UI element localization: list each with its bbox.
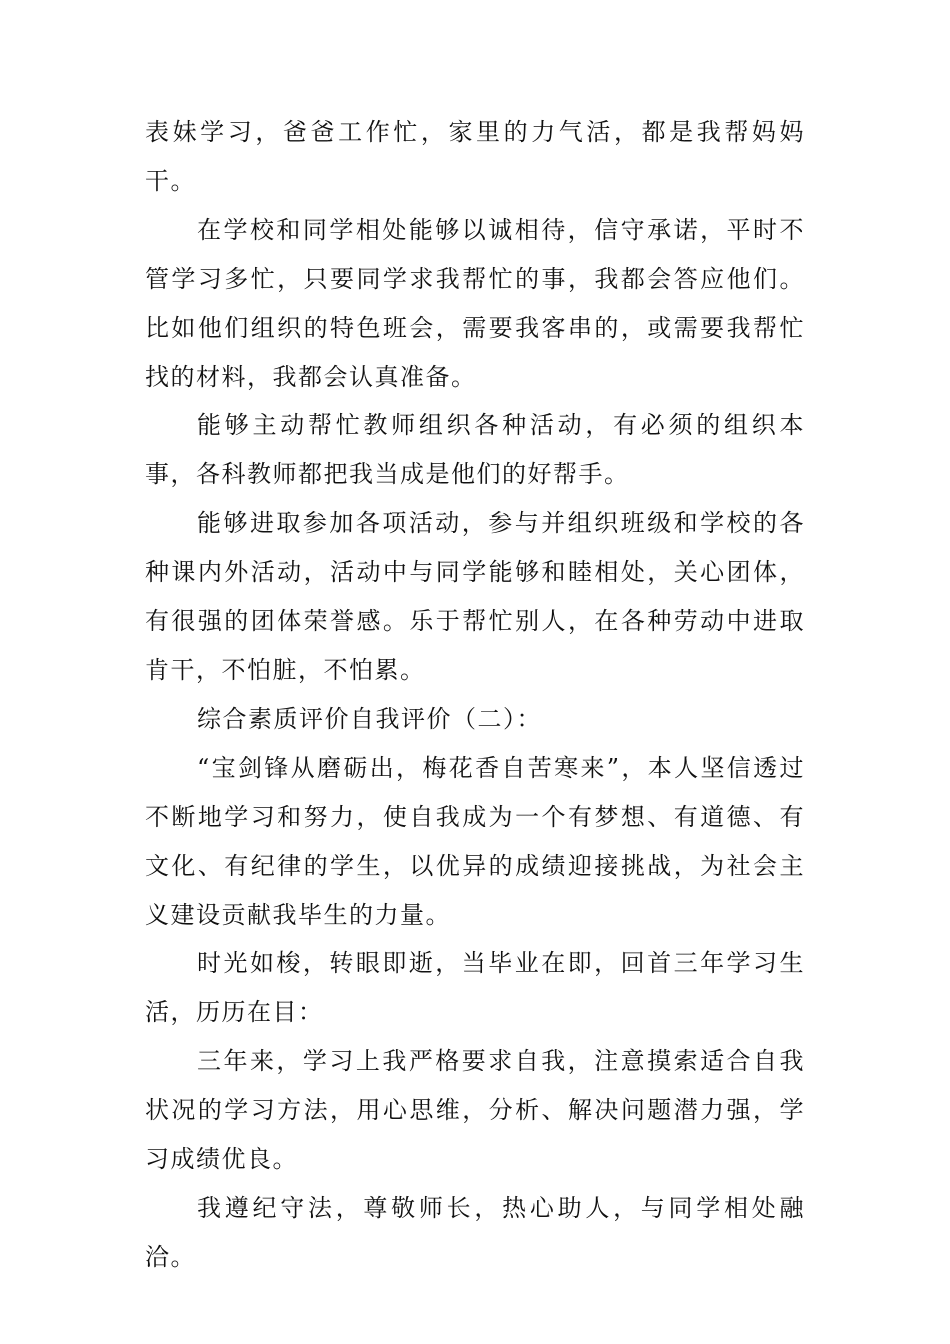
paragraph-7: 三年来，学习上我严格要求自我，注意摸索适合自我状况的学习方法，用心思维，分析、解决问题潜力强，学习成绩优良。 [145,1047,805,1174]
paragraph-3: 能够主动帮忙教师组织各种活动，有必须的组织本事，各科教师都把我当成是他们的好帮手。 [145,411,805,489]
paragraph-8: 我遵纪守法，尊敬师长，热心助人，与同学相处融洽。 [145,1193,805,1271]
paragraph-4: 能够进取参加各项活动，参与并组织班级和学校的各种课内外活动，活动中与同学能够和睦相处，关心团体，有很强的团体荣誉感。乐于帮忙别人，在各种劳动中进取肯干，不怕脏，不怕累。 [145,509,805,684]
paragraph-1: 表妹学习，爸爸工作忙，家里的力气活，都是我帮妈妈干。 [145,118,805,195]
document-body [145,108,805,1282]
paragraph-2: 在学校和同学相处能够以诚相待，信守承诺，平时不管学习多忙，只要同学求我帮忙的事，我都会答应他们。比如他们组织的特色班会，需要我客串的，或需要我帮忙找的材料，我都会认真准备。 [145,215,805,391]
paragraph-5: “宝剑锋从磨砺出，梅花香自苦寒来”，本人坚信透过不断地学习和努力，使自我成为一个有梦想、有道德、有文化、有纪律的学生，以优异的成绩迎接挑战，为社会主义建设贡献我毕生的力量。 [145,753,805,929]
paragraph-6: 时光如梭，转眼即逝，当毕业在即，回首三年学习生活，历历在目： [145,949,805,1027]
section-heading: 综合素质评价自我评价（二）： [197,704,542,733]
